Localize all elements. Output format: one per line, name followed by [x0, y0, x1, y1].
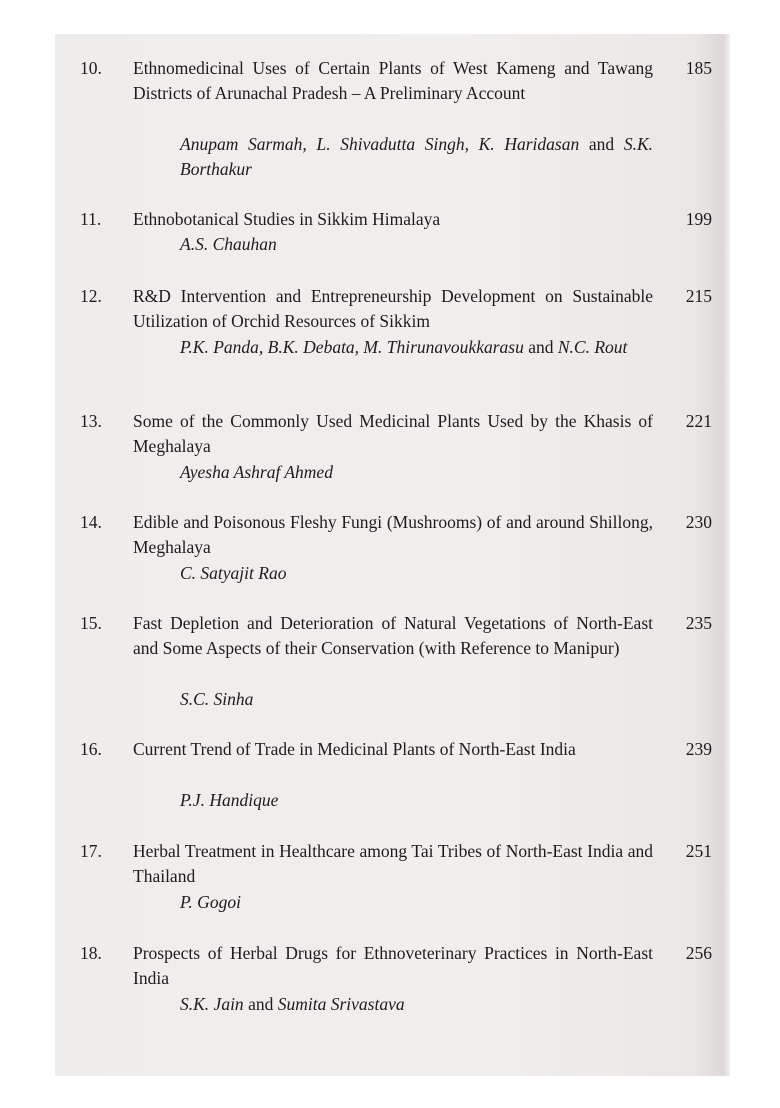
entry-title: Ethnomedicinal Uses of Certain Plants of West Kameng and Tawang Districts of Arunachal Pradesh – A Preliminary Account	[133, 58, 653, 104]
author-name: S.K. Borthakur	[180, 133, 653, 180]
author-conjunction: and	[243, 993, 278, 1014]
author-name: Anupam Sarmah, L. Shivadutta Singh, K. Haridasan	[180, 133, 580, 154]
author-name: Ayesha Ashraf Ahmed	[180, 461, 333, 482]
entry-title: Current Trend of Trade in Medicinal Plants of North-East India	[133, 739, 576, 759]
entry-authors	[180, 890, 653, 915]
author-name: S.C. Sinha	[180, 688, 254, 709]
entry-title: Prospects of Herbal Drugs for Ethnoveterinary Practices in North-East India	[133, 943, 653, 989]
author-name: P.K. Panda, B.K. Debata, M. Thirunavoukkarasu	[180, 336, 524, 357]
entry-page-number: 235	[685, 613, 712, 633]
entry-page-number: 251	[685, 841, 712, 861]
entry-authors	[180, 132, 653, 183]
entry-title: Herbal Treatment in Healthcare among Tai Tribes of North-East India and Thailand	[133, 841, 653, 887]
author-name: S.K. Jain	[180, 993, 244, 1014]
entry-title: R&D Intervention and Entrepreneurship Development on Sustainable Utilization of Orchid Resources of Sikkim	[133, 286, 653, 332]
entry-page-number: 185	[685, 58, 712, 78]
entry-title: Some of the Commonly Used Medicinal Plants Used by the Khasis of Meghalaya	[133, 411, 653, 457]
author-name: A.S. Chauhan	[180, 234, 277, 255]
author-name: P. Gogoi	[180, 891, 241, 912]
entry-page-number: 239	[685, 739, 712, 759]
entry-page-number: 199	[685, 209, 712, 229]
entry-page-number: 230	[685, 512, 712, 532]
entry-number: 18.	[80, 943, 102, 963]
entry-authors	[180, 788, 653, 813]
entry-number: 16.	[80, 739, 102, 759]
entry-page-number: 215	[685, 286, 712, 306]
author-name: Sumita Srivastava	[277, 993, 405, 1014]
entry-number: 15.	[80, 613, 102, 633]
author-name: C. Satyajit Rao	[180, 562, 287, 583]
page-edge-shadow	[722, 34, 730, 1076]
entry-number: 11.	[80, 209, 102, 229]
entry-page-number: 256	[685, 943, 712, 963]
entry-number: 14.	[80, 512, 102, 532]
entry-authors	[180, 687, 653, 712]
entry-authors	[180, 232, 653, 257]
entry-number: 17.	[80, 841, 102, 861]
entry-authors	[180, 992, 653, 1017]
author-conjunction: and	[523, 336, 558, 357]
entry-title: Ethnobotanical Studies in Sikkim Himalaya	[133, 209, 441, 229]
entry-title: Edible and Poisonous Fleshy Fungi (Mushrooms) of and around Shillong, Meghalaya	[133, 512, 653, 558]
entry-number: 12.	[80, 286, 102, 306]
entry-number: 13.	[80, 411, 102, 431]
entry-authors	[180, 460, 653, 485]
author-name: N.C. Rout	[557, 336, 628, 357]
entry-authors	[180, 335, 653, 360]
entry-authors	[180, 561, 653, 586]
author-name: P.J. Handique	[180, 789, 279, 810]
author-conjunction: and	[579, 133, 624, 154]
entry-page-number: 221	[685, 411, 712, 431]
entry-number: 10.	[80, 58, 102, 78]
entry-title: Fast Depletion and Deterioration of Natural Vegetations of North-East and Some Aspects of their Conservation (with Reference to Manipur)	[133, 613, 653, 659]
